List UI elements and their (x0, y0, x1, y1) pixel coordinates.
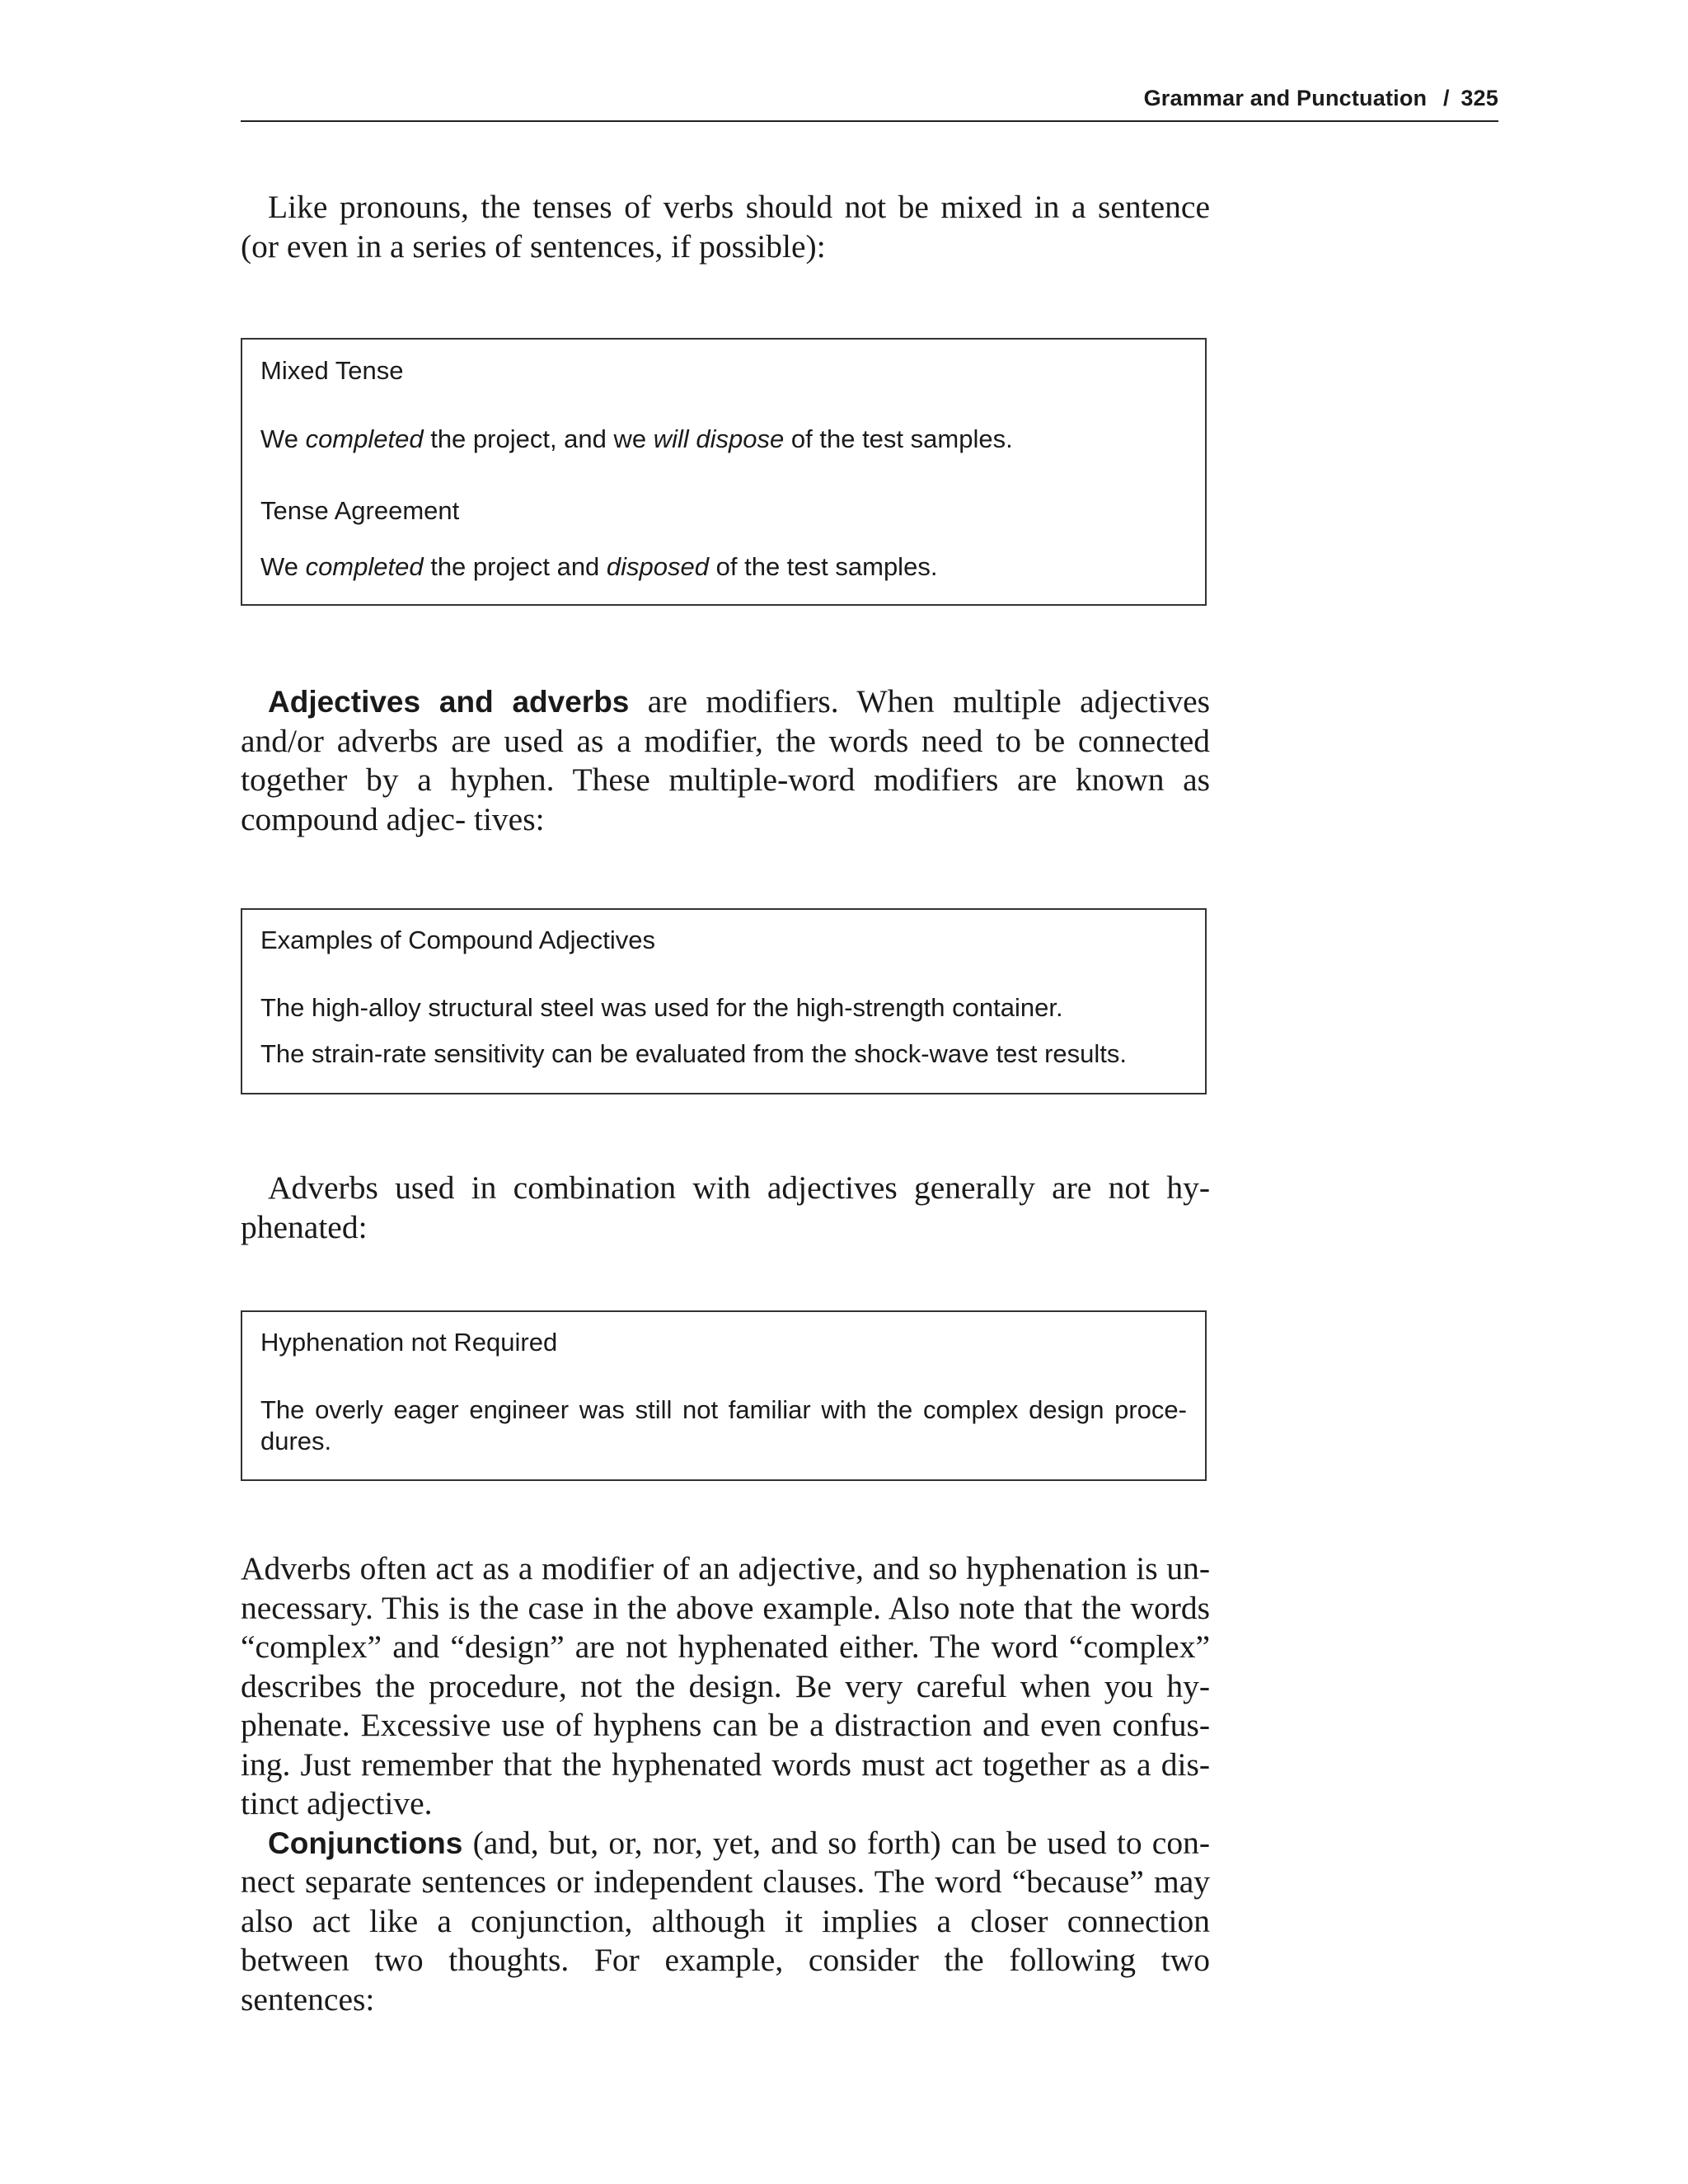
example-box-compound-adjectives (241, 908, 1207, 1094)
header-separator: / (1442, 86, 1450, 110)
paragraph-conjunctions: Conjunctions (and, but, or, nor, yet, and so forth) can be used to con- nect separate sentences or independent clauses. The word “because” may also act like a conjunction, although it implies a closer connection between two thoughts. For example, consider the following two sentences: (241, 1824, 1210, 2018)
example-hyphenation-text: The overly eager engineer was still not familiar with the complex design proce- dures. (260, 1395, 1187, 1455)
box-heading-tense-agreement: Tense Agreement (260, 496, 460, 525)
paragraph-adverbs-combination: Adverbs used in combination with adjectives generally are not hy- phenated: (241, 1169, 1210, 1245)
example-line-1: The high-alloy structural steel was used for the high-strength container. (260, 993, 1063, 1022)
example-mixed-tense: We completed the project, and we will dispose of the test samples. (260, 424, 1013, 453)
example-tense-agreement: We completed the project and disposed of the test samples. (260, 552, 938, 581)
term-conjunctions: Conjunctions (268, 1825, 463, 1860)
box-heading-mixed-tense: Mixed Tense (260, 356, 404, 385)
example-line-2: The strain-rate sensitivity can be evaluated from the shock-wave test results. (260, 1039, 1128, 1068)
example-box-tense (241, 338, 1207, 606)
paragraph-hyphenation-note: Adverbs often act as a modifier of an adjective, and so hyphenation is un- necessary. This is the case in the above example. Also note that the words “complex” and “design” are not hyphenated either. The word “complex” describes the procedure, not the design. Be very careful when you hy- phenate. Excessive use of hyphens can be a distraction and even confus- ing. Just remember that the hyphenated words must act together as a dis- tinct adjective. Conjunctions (and, but, or, nor, yet, and so forth) can be used to con- nect separate sentences or independent clauses. The word “because” may also act like a conjunction, although it implies a closer connection between two thoughts. For example, consider the following two sentences: (241, 1549, 1210, 2019)
example-box-hyphenation (241, 1310, 1207, 1481)
term-adjectives-adverbs: Adjectives and adverbs (268, 685, 630, 719)
running-head (241, 82, 1498, 122)
box-heading-compound-adjectives: Examples of Compound Adjectives (260, 926, 656, 954)
running-title: Grammar and Punctuation (1143, 86, 1428, 110)
box-heading-hyphenation: Hyphenation not Required (260, 1328, 558, 1357)
page-number: 325 (1461, 86, 1498, 110)
paragraph-verb-tenses: Like pronouns, the tenses of verbs should not be mixed in a sentence (or even in a series of sentences, if possible): (241, 189, 1210, 265)
paragraph-adjectives-adverbs: Adjectives and adverbs are modifiers. When multiple adjectives and/or adverbs are used as a modifier, the words need to be connected together by a hyphen. These multiple-word modifiers are known as compound adjec- tives: (241, 683, 1211, 837)
